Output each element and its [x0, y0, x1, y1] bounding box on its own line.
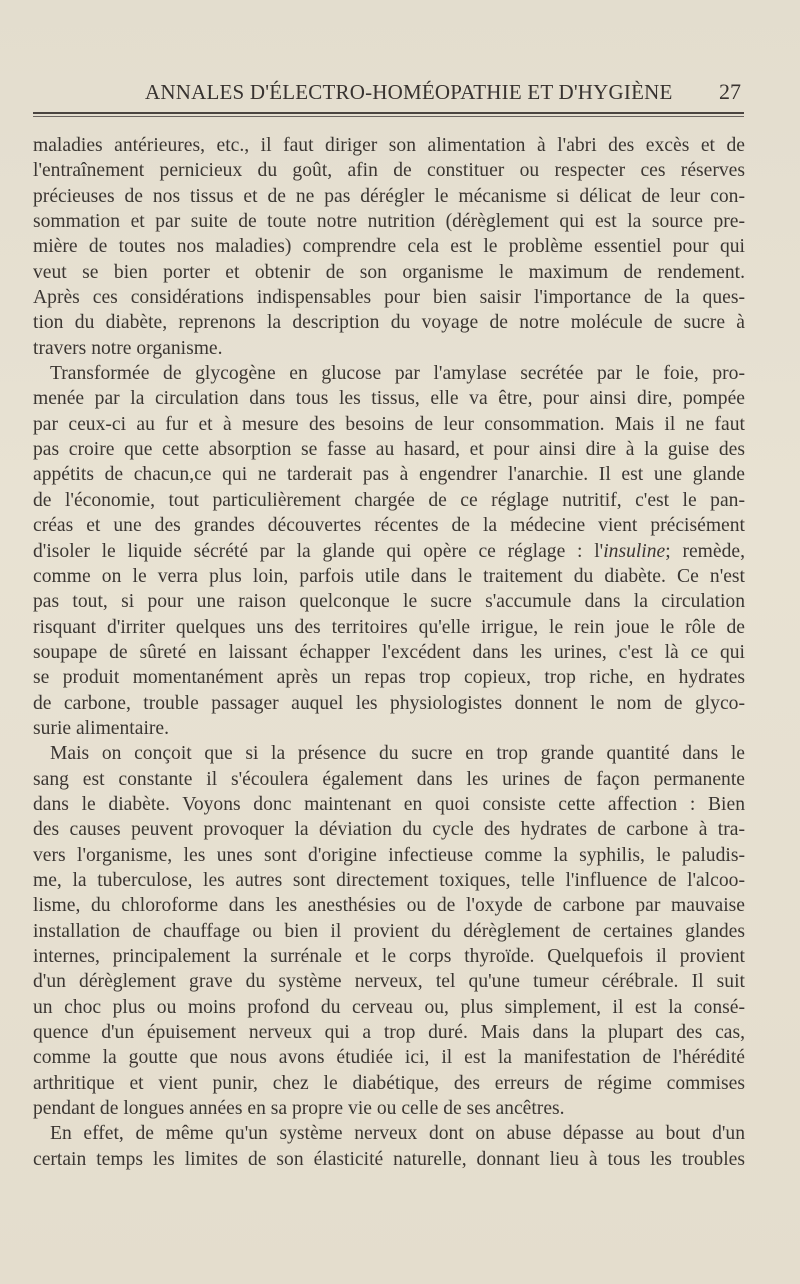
- text-line: arthritique et vient punir, chez le diabétique, des erreurs de régime commises: [33, 1072, 745, 1094]
- page-number: 27: [719, 79, 741, 104]
- text-line: maladies antérieures, etc., il faut diriger son alimentation à l'abri des excès et de: [33, 135, 745, 156]
- text-line: quence d'un épuisement nerveux qui a trop duré. Mais dans la plupart des cas,: [33, 1022, 745, 1044]
- text-line: sommation et par suite de toute notre nutrition (dérèglement qui est la source pre-: [33, 211, 745, 233]
- text-line: Après ces considérations indispensables pour bien saisir l'importance de la ques-: [33, 287, 745, 309]
- text-line: risquant d'irriter quelques uns des territoires qu'elle irrigue, le rein joue le rôle de: [33, 616, 745, 638]
- italic-term: insuline: [603, 540, 666, 562]
- text-line: pas croire que cette absorption se fasse au hasard, et pour ainsi dire à la guise des: [33, 439, 745, 461]
- text-line: par ceux-ci au fur et à mesure des besoins de leur consommation. Mais il ne faut: [33, 413, 745, 435]
- text-line: de l'économie, tout particulièrement chargée de ce réglage nutritif, c'est le pan-: [33, 489, 745, 511]
- text-line: précieuses de nos tissus et de ne pas dérégler le mécanisme si délicat de leur con-: [33, 185, 745, 207]
- text-line: d'un dérèglement grave du système nerveux, tel qu'une tumeur cérébrale. Il suit: [33, 971, 745, 993]
- text-line: l'entraînement pernicieux du goût, afin de constituer ou respecter ces réserves: [33, 160, 745, 182]
- text-line: Mais on conçoit que si la présence du sucre en trop grande quantité dans le: [50, 743, 745, 765]
- paragraph: [33, 1121, 745, 1172]
- header-rule: [33, 112, 744, 114]
- text-line: des causes peuvent provoquer la déviation du cycle des hydrates de carbone à tra-: [33, 819, 745, 841]
- text-line: un choc plus ou moins profond du cerveau ou, plus simplement, il est la consé-: [33, 996, 745, 1018]
- text-line: Transformée de glycogène en glucose par l'amylase secrétée par le foie, pro-: [50, 363, 745, 385]
- text-line: soupape de sûreté en laissant échapper l'excédent dans les urines, c'est là ce qui: [33, 641, 745, 663]
- text-line: de carbone, trouble passager auquel les physiologistes donnent le nom de glyco-: [33, 692, 745, 714]
- text-line: lisme, du chloroforme dans les anesthésies ou de l'oxyde de carbone par mauvaise: [33, 895, 745, 917]
- text-line: pas tout, si pour une raison quelconque le sucre s'accumule dans la circulation: [33, 591, 745, 613]
- text-line: sang est constante il s'écoulera également dans les urines de façon permanente: [33, 768, 745, 790]
- text-line: pendant de longues années en sa propre vie ou celle de ses ancêtres.: [33, 1098, 565, 1120]
- text-line: se produit momentanément après un repas trop copieux, trop riche, en hydrates: [33, 667, 745, 689]
- text-line: créas et une des grandes découvertes récentes de la médecine vient précisément: [33, 515, 745, 537]
- text-line: dans le diabète. Voyons donc maintenant en quoi consiste cette affection : Bien: [33, 793, 745, 815]
- text-line: mière de toutes nos maladies) comprendre cela est le problème essentiel pour qui: [33, 236, 745, 258]
- article-body: [33, 133, 745, 1172]
- paragraph: [33, 133, 745, 361]
- text-line: travers notre organisme.: [33, 337, 223, 359]
- paragraph: [33, 741, 745, 1121]
- text-line: internes, principalement la surrénale et le corps thyroïde. Quelquefois il provient: [33, 946, 745, 967]
- text-line: comme on le verra plus loin, parfois utile dans le traitement du diabète. Ce n'est: [33, 565, 745, 587]
- text-line: vers l'organisme, les unes sont d'origine infectieuse comme la syphilis, le paludis-: [33, 844, 745, 866]
- text-segment: ; remède,: [665, 540, 745, 562]
- running-header: [0, 78, 800, 108]
- journal-title: ANNALES D'ÉLECTRO-HOMÉOPATHIE ET D'HYGIÈNE: [145, 80, 673, 104]
- text-line: installation de chauffage ou bien il provient du dérèglement de certaines glandes: [33, 920, 745, 942]
- text-line: menée par la circulation dans tous les tissus, elle va être, pour ainsi dire, pompée: [33, 388, 745, 410]
- text-line: surie alimentaire.: [33, 717, 170, 739]
- text-line: veut se bien porter et obtenir de son organisme le maximum de rendement.: [33, 261, 745, 283]
- text-segment: d'isoler le liquide sécrété par la glande qui opère ce réglage : l': [33, 540, 604, 562]
- text-line: comme la goutte que nous avons étudiée ici, il est la manifestation de l'hérédité: [33, 1047, 745, 1069]
- header-rule-thin: [33, 116, 744, 117]
- text-line: tion du diabète, reprenons la description du voyage de notre molécule de sucre à: [33, 312, 745, 334]
- text-line: appétits de chacun,ce qui ne tarderait pas à engendrer l'anarchie. Il est une glande: [33, 464, 745, 486]
- text-line: En effet, de même qu'un système nerveux dont on abuse dépasse au bout d'un: [50, 1123, 745, 1145]
- text-line-with-italic: [33, 539, 745, 564]
- paragraph: [33, 361, 745, 741]
- text-line: certain temps les limites de son élasticité naturelle, donnant lieu à tous les troubles: [33, 1148, 745, 1170]
- text-line: me, la tuberculose, les autres sont directement toxiques, telle l'influence de l'alcoo-: [33, 869, 745, 891]
